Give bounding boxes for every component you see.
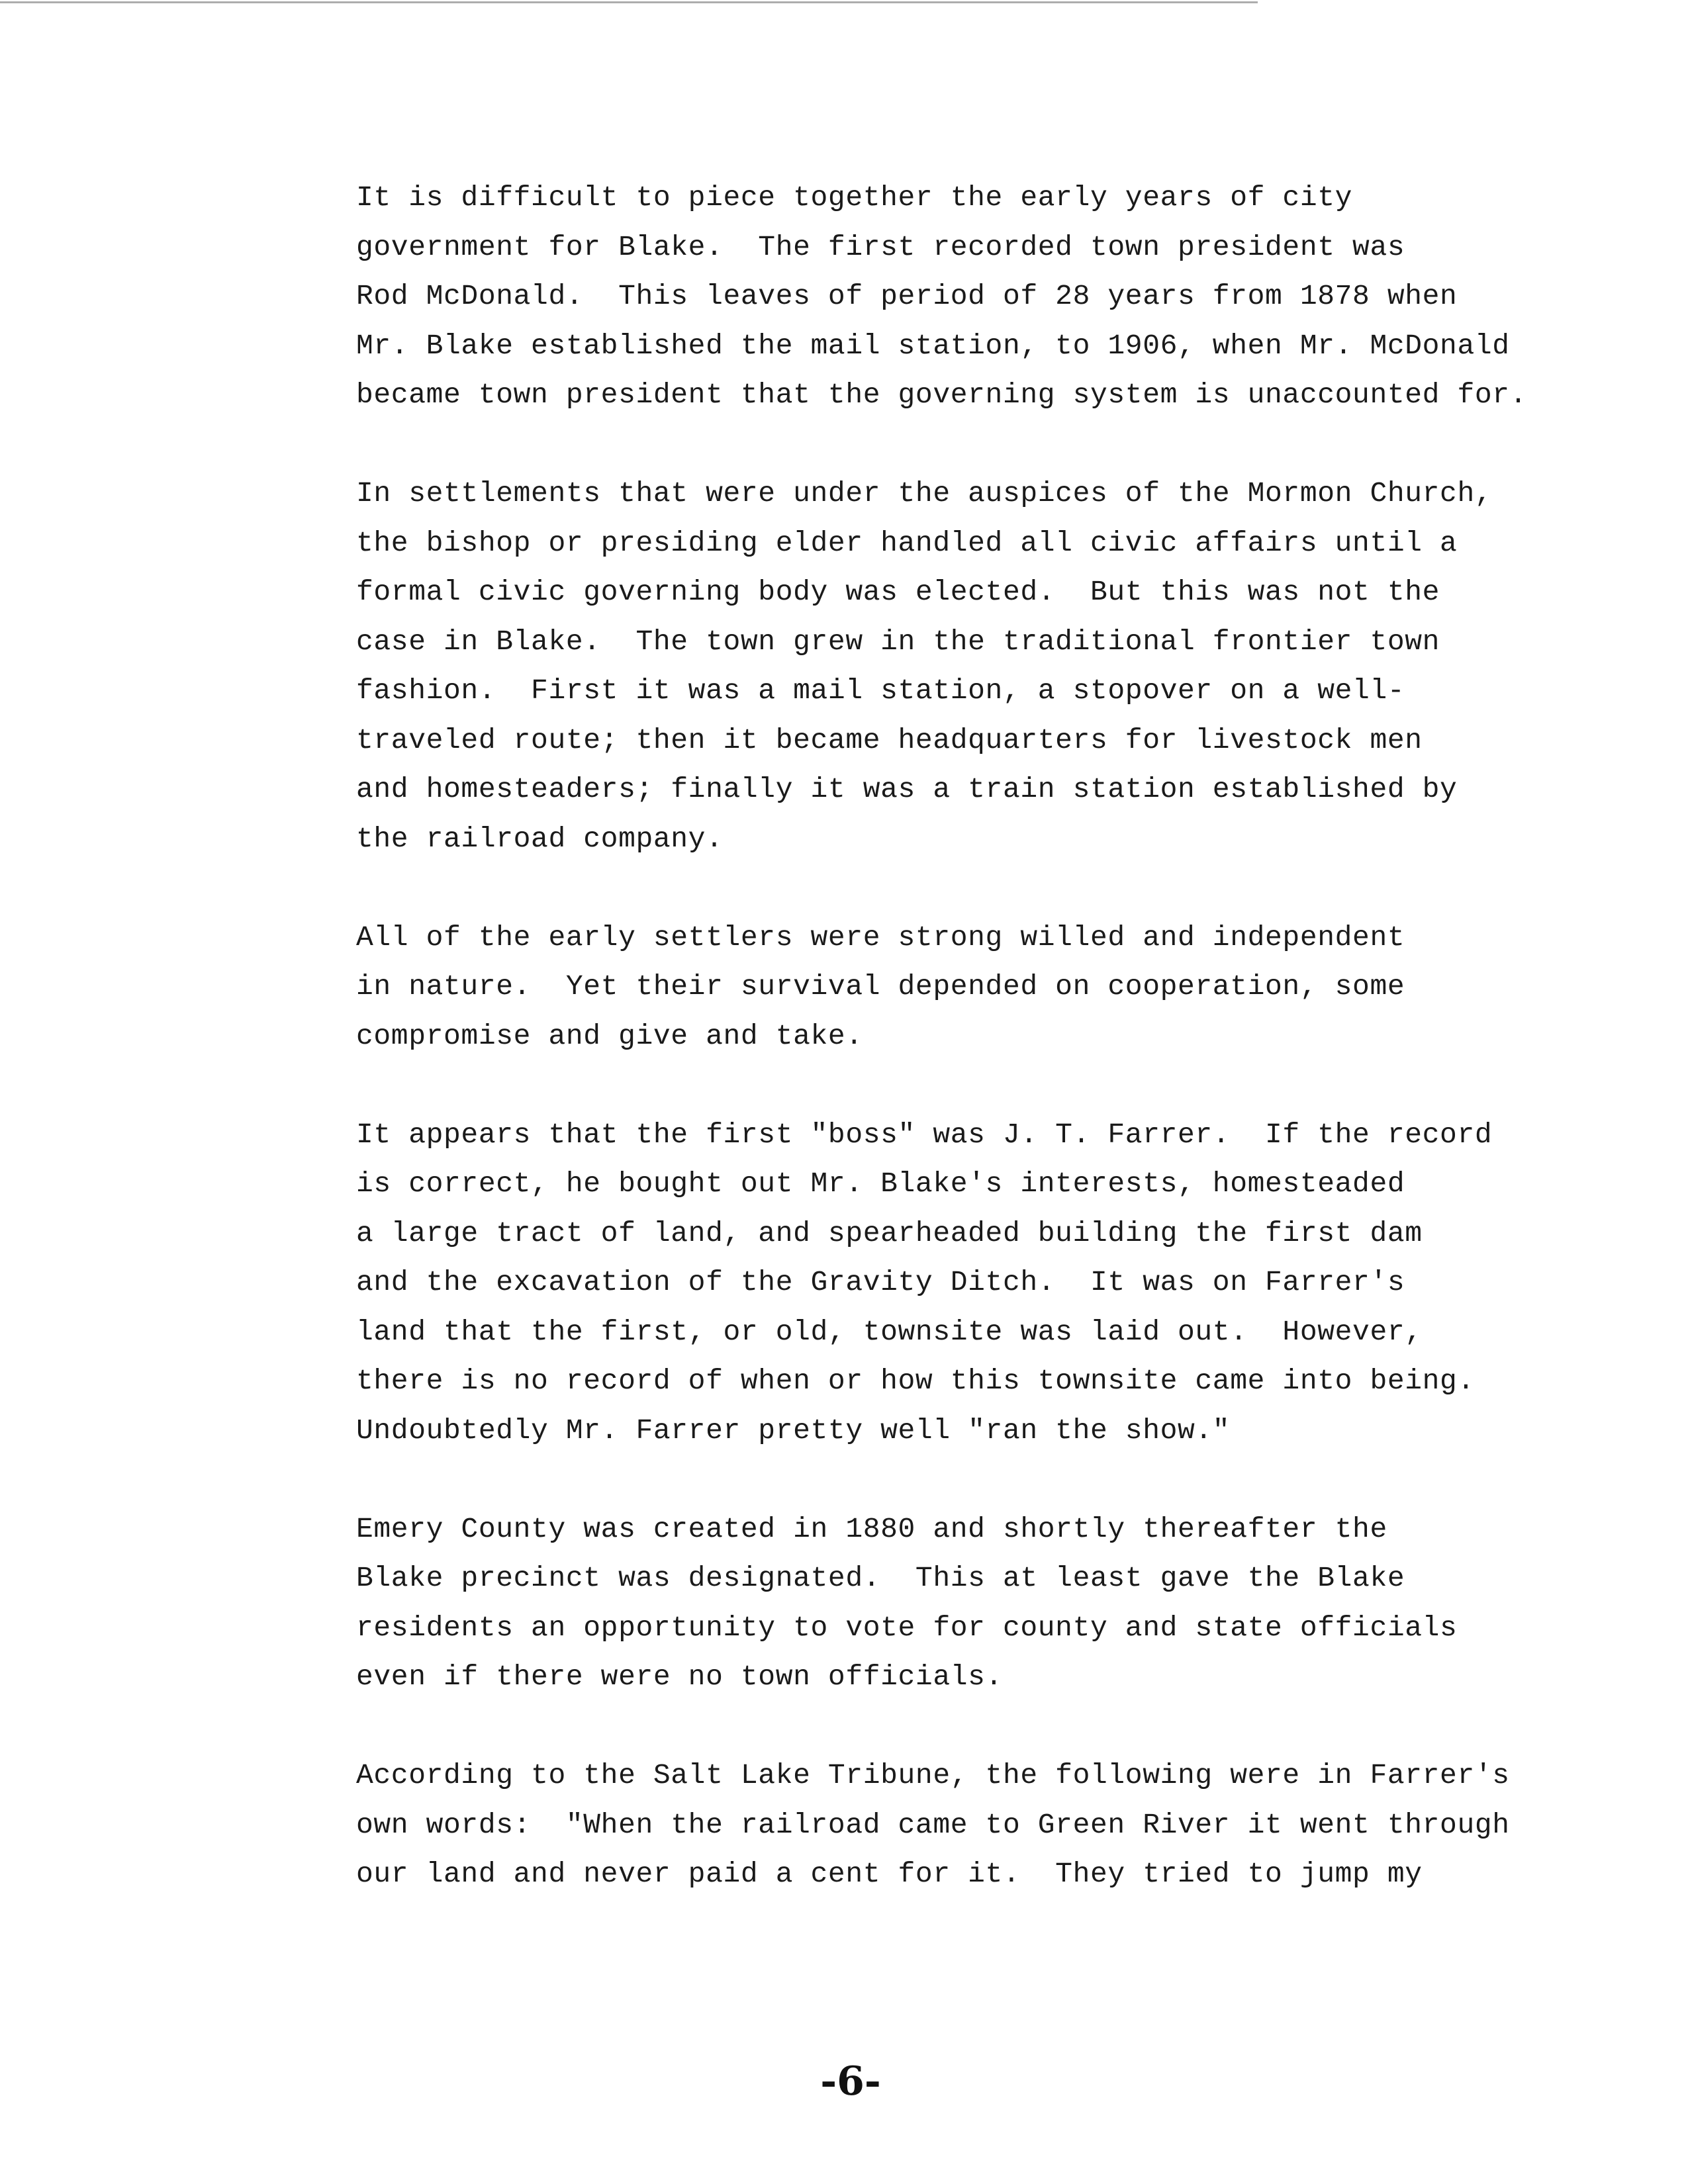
- paragraph-6: [356, 1751, 1548, 1899]
- text-line: land that the first, or old, townsite was laid out. However,: [356, 1315, 1423, 1348]
- text-line: there is no record of when or how this townsite came into being.: [356, 1365, 1475, 1397]
- text-line: formal civic governing body was elected. But this was not the: [356, 576, 1440, 608]
- text-line: case in Blake. The town grew in the traditional frontier town: [356, 625, 1440, 658]
- text-line: even if there were no town officials.: [356, 1661, 1003, 1693]
- text-line: government for Blake. The first recorded town president was: [356, 230, 1405, 263]
- text-line: own words: "When the railroad came to Green River it went through: [356, 1808, 1510, 1841]
- text-line: compromise and give and take.: [356, 1019, 863, 1052]
- text-line: In settlements that were under the auspices of the Mormon Church,: [356, 477, 1493, 510]
- text-line: fashion. First it was a mail station, a stopover on a well-: [356, 674, 1405, 707]
- text-line: Emery County was created in 1880 and shortly thereafter the: [356, 1512, 1387, 1545]
- text-line: residents an opportunity to vote for county and state officials: [356, 1611, 1458, 1644]
- text-line: the railroad company.: [356, 822, 724, 855]
- text-line: All of the early settlers were strong willed and independent: [356, 921, 1405, 954]
- paragraph-4: [356, 1111, 1548, 1456]
- text-line: and homesteaders; finally it was a train station established by: [356, 773, 1458, 805]
- text-line: is correct, he bought out Mr. Blake's interests, homesteaded: [356, 1167, 1405, 1200]
- scan-top-edge-line: [0, 1, 1258, 3]
- text-line: and the excavation of the Gravity Ditch. It was on Farrer's: [356, 1266, 1405, 1298]
- paragraph-1: [356, 173, 1548, 420]
- paragraph-2: [356, 469, 1548, 864]
- text-line: the bishop or presiding elder handled all civic affairs until a: [356, 526, 1458, 559]
- text-line: According to the Salt Lake Tribune, the following were in Farrer's: [356, 1759, 1510, 1792]
- text-line: traveled route; then it became headquarters for livestock men: [356, 723, 1423, 756]
- text-line: became town president that the governing system is unaccounted for.: [356, 379, 1528, 411]
- text-line: our land and never paid a cent for it. They tried to jump my: [356, 1858, 1423, 1890]
- text-line: Blake precinct was designated. This at least gave the Blake: [356, 1562, 1405, 1594]
- text-line: Rod McDonald. This leaves of period of 28 years from 1878 when: [356, 280, 1458, 312]
- text-line: a large tract of land, and spearheaded building the first dam: [356, 1216, 1423, 1250]
- page-number: -6-: [820, 2058, 881, 2105]
- paragraph-5: [356, 1505, 1548, 1702]
- body-text: [356, 173, 1548, 1948]
- paragraph-3: [356, 913, 1548, 1062]
- text-line: It appears that the first "boss" was J. T. Farrer. If the record: [356, 1118, 1493, 1151]
- text-line: It is difficult to piece together the early years of city: [356, 181, 1353, 214]
- text-line: in nature. Yet their survival depended on cooperation, some: [356, 970, 1405, 1003]
- text-line: Mr. Blake established the mail station, to 1906, when Mr. McDonald: [356, 329, 1510, 362]
- text-line: Undoubtedly Mr. Farrer pretty well "ran the show.": [356, 1414, 1231, 1447]
